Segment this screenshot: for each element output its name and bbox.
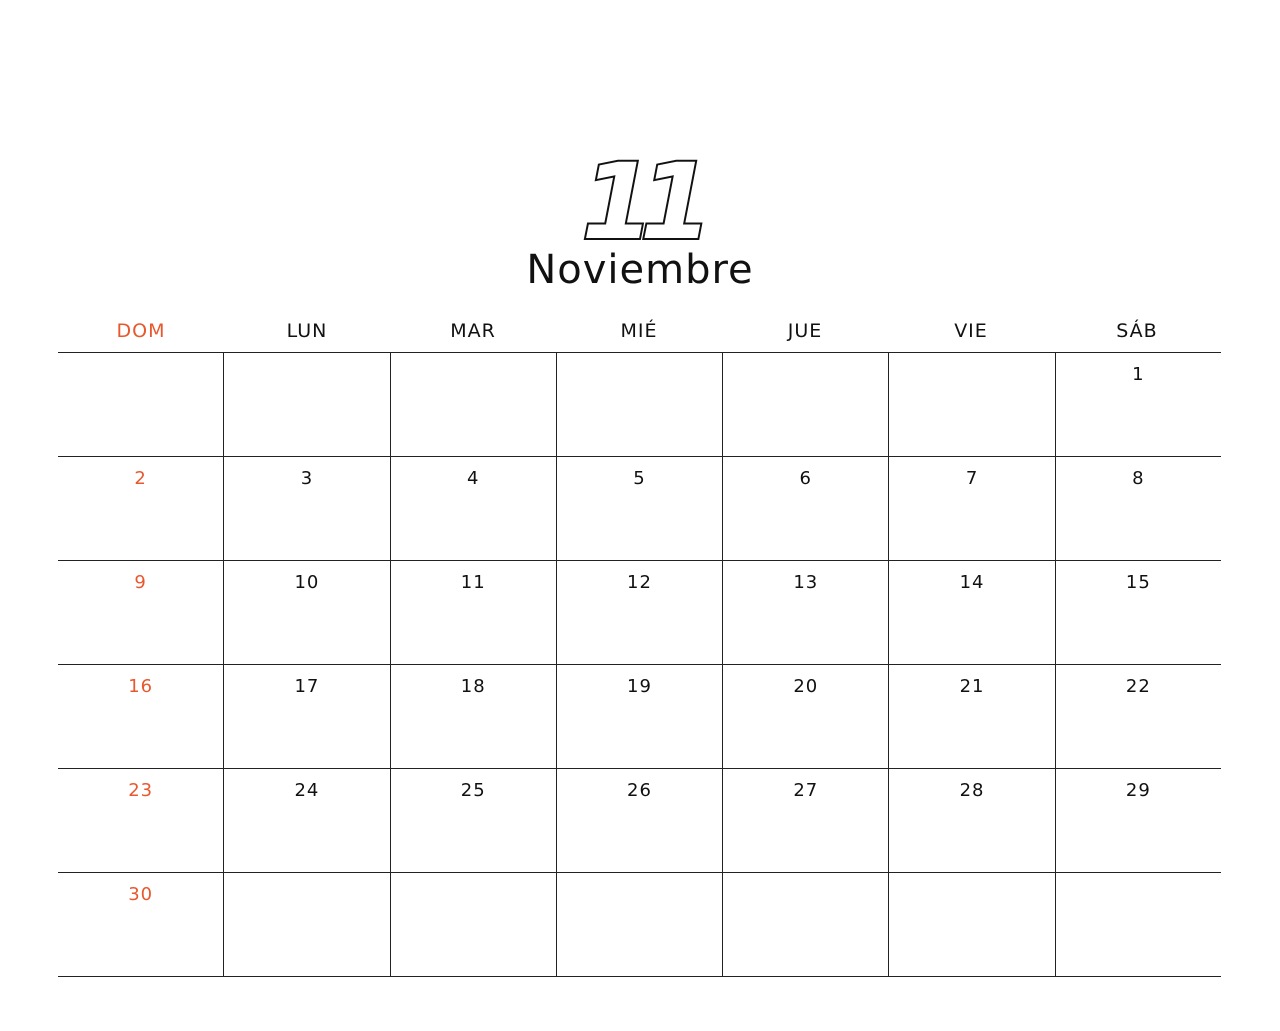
day-cell — [390, 873, 556, 976]
day-number: 3 — [300, 468, 314, 489]
day-cell — [722, 665, 888, 768]
day-cell — [1055, 457, 1221, 560]
day-number: 27 — [793, 780, 819, 801]
day-cell — [58, 353, 223, 456]
month-title: Noviembre — [526, 247, 754, 293]
day-number: 6 — [799, 468, 812, 489]
day-cell — [556, 457, 722, 560]
day-number: 14 — [959, 572, 985, 593]
day-cell — [390, 561, 556, 664]
day-number: 22 — [1125, 676, 1151, 697]
week-row — [58, 353, 1221, 457]
day-number: 7 — [965, 468, 979, 489]
day-number: 28 — [959, 780, 985, 801]
day-number: 23 — [128, 780, 154, 801]
day-number: 10 — [294, 572, 320, 593]
day-cell — [223, 769, 389, 872]
week-row — [58, 873, 1221, 977]
day-number: 16 — [128, 676, 154, 697]
day-number: 1 — [1132, 364, 1145, 385]
day-cell — [888, 769, 1054, 872]
day-cell — [556, 769, 722, 872]
weekday-friday: VIE — [954, 320, 988, 342]
day-number: 29 — [1125, 780, 1151, 801]
day-number: 24 — [294, 780, 320, 801]
day-number: 17 — [294, 676, 320, 697]
week-row — [58, 769, 1221, 873]
day-cell — [223, 873, 389, 976]
day-cell — [390, 769, 556, 872]
day-cell — [888, 561, 1054, 664]
day-cell — [888, 457, 1054, 560]
day-cell — [722, 561, 888, 664]
weekday-saturday: SÁB — [1116, 320, 1158, 342]
day-cell — [722, 873, 888, 976]
day-cell — [1055, 873, 1221, 976]
month-number: 11 — [581, 141, 699, 263]
day-cell — [390, 665, 556, 768]
weekday-thursday: JUE — [787, 320, 823, 342]
day-cell — [888, 353, 1054, 456]
weekday-wednesday: MIÉ — [620, 320, 658, 342]
day-cell — [1055, 561, 1221, 664]
day-number: 19 — [627, 676, 652, 697]
day-cell — [223, 561, 389, 664]
day-number: 13 — [793, 572, 819, 593]
day-cell — [58, 665, 223, 768]
day-number: 25 — [460, 780, 486, 801]
day-cell — [58, 561, 223, 664]
day-cell — [556, 561, 722, 664]
day-cell — [223, 353, 389, 456]
day-cell — [1055, 665, 1221, 768]
day-cell — [722, 353, 888, 456]
day-cell — [722, 769, 888, 872]
day-number: 18 — [460, 676, 486, 697]
weekday-tuesday: MAR — [450, 320, 496, 342]
day-number: 15 — [1125, 572, 1151, 593]
day-cell — [223, 665, 389, 768]
day-number: 5 — [633, 468, 646, 489]
day-cell — [1055, 353, 1221, 456]
day-cell — [556, 665, 722, 768]
day-cell — [1055, 769, 1221, 872]
day-cell — [58, 873, 223, 976]
day-number: 8 — [1132, 468, 1145, 489]
day-cell — [888, 665, 1054, 768]
weekday-header — [58, 316, 1220, 352]
day-cell — [58, 769, 223, 872]
day-number: 30 — [128, 884, 154, 905]
day-number: 2 — [134, 468, 147, 489]
weekday-monday: LUN — [286, 320, 328, 342]
day-number: 21 — [959, 676, 985, 697]
day-number: 9 — [134, 572, 147, 593]
day-number: 11 — [460, 572, 486, 593]
day-cell — [58, 457, 223, 560]
day-cell — [223, 457, 389, 560]
day-cell — [556, 873, 722, 976]
day-number: 12 — [627, 572, 652, 593]
day-number: 20 — [793, 676, 819, 697]
day-cell — [390, 353, 556, 456]
day-number: 26 — [627, 780, 652, 801]
day-cell — [556, 353, 722, 456]
day-cell — [722, 457, 888, 560]
week-row — [58, 561, 1221, 665]
day-cell — [888, 873, 1054, 976]
day-number: 4 — [466, 468, 480, 489]
calendar-grid — [58, 352, 1221, 977]
weekday-sunday: DOM — [116, 320, 166, 342]
week-row — [58, 457, 1221, 561]
week-row — [58, 665, 1221, 769]
day-cell — [390, 457, 556, 560]
